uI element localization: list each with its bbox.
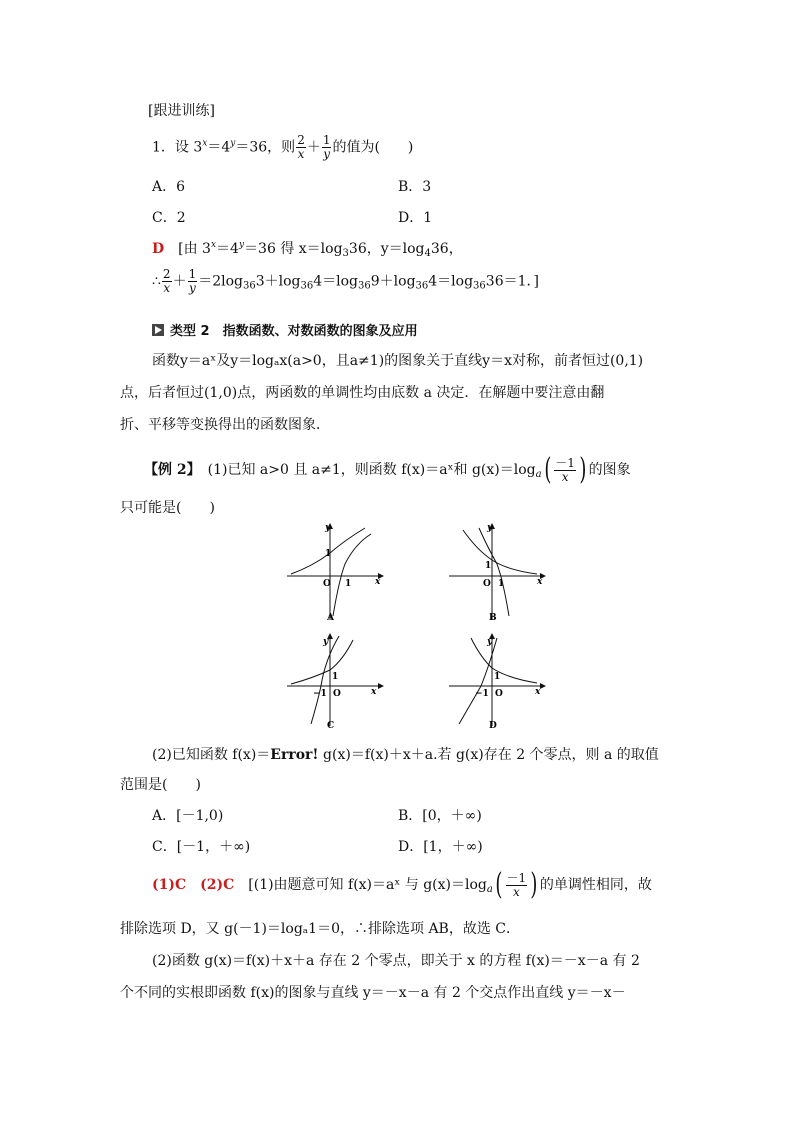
svg-text:x: x bbox=[537, 577, 543, 587]
play-icon bbox=[152, 324, 164, 336]
fraction-2-over-x: $\frac{2}{x}$ bbox=[297, 133, 305, 161]
svg-text:1: 1 bbox=[345, 579, 352, 589]
graph-label: D bbox=[489, 721, 497, 731]
exp-y: y bbox=[230, 138, 236, 149]
svg-text:x: x bbox=[371, 687, 377, 697]
svg-text:x: x bbox=[375, 577, 381, 587]
part-2-line-2: 范围是( ) bbox=[120, 777, 201, 793]
fraction-2-over-x: $\frac{2}{x}$ bbox=[162, 267, 171, 295]
svg-text:O: O bbox=[483, 579, 491, 589]
answer-2-line-3: (2)函数 g(x)＝f(x)＋x＋a 存在 2 个零点，即关于 x 的方程 f(x)＝－x－a 有 2 bbox=[152, 953, 640, 969]
answer-1-line-2: ∴ $\frac{2}{x}$ ＋ $\frac{1}{y}$ $=2\log_{36}3+\log_{36}4=\log_{36}9+\log_{36}4=\log_{36}36=1$．] bbox=[152, 267, 539, 295]
graph-b bbox=[445, 520, 555, 628]
q1-eq-mid: ＝4 bbox=[207, 139, 231, 156]
svg-text:1: 1 bbox=[485, 561, 492, 571]
graph-d bbox=[445, 630, 555, 732]
svg-text:−1: −1 bbox=[475, 689, 489, 699]
part2-option-b: B．[0，＋∞) bbox=[398, 808, 482, 824]
part2-option-d: D．[1，＋∞) bbox=[398, 839, 483, 855]
graph-label: A bbox=[327, 613, 334, 623]
example-2-line-2: 只可能是( ) bbox=[120, 500, 215, 516]
graph-label: C bbox=[327, 721, 335, 731]
svg-text:y: y bbox=[487, 523, 493, 533]
type2-para-line-3: 折、平移等变换得出的函数图象． bbox=[120, 417, 330, 433]
answer-2-line-2: 排除选项 D，又 g(－1)＝logₐ1＝0，∴排除选项 AB，故选 C． bbox=[120, 921, 521, 937]
answer-letter: D bbox=[152, 241, 165, 257]
example-2-line-1: 【例 2】 (1)已知 a>0 且 a≠1，则函数 f(x)＝aˣ和 $g(x)=\log_a$( $\frac{-1}{x}$ ) 的图象 bbox=[144, 452, 631, 487]
part2-option-a: A．[－1,0) bbox=[152, 808, 224, 824]
svg-text:1: 1 bbox=[498, 579, 505, 589]
svg-text:y: y bbox=[487, 637, 493, 647]
fraction-neg-1-over-x: $\frac{-1}{x}$ bbox=[555, 455, 575, 484]
answer-2-line-4: 个不同的实根即函数 f(x)的图象与直线 y＝－x－a 有 2 个交点作出直线 y＝－x－ bbox=[120, 985, 626, 1001]
q1-option-b: B．3 bbox=[398, 179, 432, 195]
svg-text:x: x bbox=[535, 687, 541, 697]
answer-tags: (1)C (2)C bbox=[152, 877, 235, 893]
curve-exp bbox=[463, 530, 537, 574]
svg-text:O: O bbox=[323, 579, 331, 589]
svg-text:y: y bbox=[323, 637, 329, 647]
type-heading: 类型 2 指数函数、对数函数的图象及应用 bbox=[152, 320, 418, 339]
section-label: [跟进训练] bbox=[148, 103, 215, 119]
curve-log bbox=[479, 528, 509, 616]
example-tag: 【例 2】 bbox=[144, 462, 194, 478]
graph-a bbox=[283, 520, 393, 628]
svg-text:1: 1 bbox=[494, 672, 501, 682]
q1-prefix: 1．设 3 bbox=[152, 139, 203, 156]
answer-2-line-1: (1)C (2)C [(1)由题意可知 f(x)＝aˣ 与 $g(x)=\log_a$( $\frac{-1}{x}$ ) 的单调性相同，故 bbox=[152, 867, 652, 902]
fraction-1-over-y: $\frac{1}{y}$ bbox=[322, 133, 331, 161]
exp-x: x bbox=[202, 138, 208, 149]
svg-text:y: y bbox=[325, 523, 331, 533]
q1-suffix: 的值为( ) bbox=[332, 139, 414, 156]
svg-text:1: 1 bbox=[332, 672, 339, 682]
q1-eq-end: ＝36，则 bbox=[235, 139, 296, 156]
graph-label: B bbox=[489, 613, 497, 623]
svg-text:1: 1 bbox=[325, 549, 332, 559]
answer-1-line-1: D [由 $3^x=4^y=36$ 得 $x=\log_336$，$y=\log_436$， bbox=[152, 240, 463, 259]
error-text: Error! bbox=[270, 747, 319, 763]
svg-text:−1: −1 bbox=[313, 689, 327, 699]
q1-option-a: A．6 bbox=[152, 179, 186, 195]
fraction-1-over-y: $\frac{1}{y}$ bbox=[188, 267, 197, 295]
curve-exp bbox=[291, 640, 353, 684]
type2-para-line-2: 点，后者恒过(1,0)点，两函数的单调性均由底数 a 决定．在解题中要注意由翻 bbox=[120, 385, 605, 401]
graph-c bbox=[283, 630, 393, 732]
svg-text:O: O bbox=[495, 689, 503, 699]
q1-option-d: D．1 bbox=[398, 210, 433, 226]
type2-para-line-1: 函数y＝aˣ及y＝logₐx(a>0，且a≠1)的图象关于直线y＝x对称，前者恒过(0,1) bbox=[152, 353, 644, 369]
q1-option-c: C．2 bbox=[152, 210, 186, 226]
part2-option-c: C．[－1，＋∞) bbox=[152, 839, 251, 855]
svg-text:O: O bbox=[333, 689, 341, 699]
fraction-neg-1-over-x: $\frac{-1}{x}$ bbox=[506, 870, 527, 899]
part-2-line-1: (2)已知函数 f(x)＝Error! g(x)＝f(x)＋x＋a.若 g(x)存在 2 个零点，则 a 的取值 bbox=[152, 747, 659, 763]
curve-exp bbox=[471, 638, 537, 683]
question-1: 1．设 $3^x=4^y=36$，则 $\frac{2}{x}$ ＋ $\frac{1}{y}$ 的值为( ) bbox=[152, 133, 414, 161]
